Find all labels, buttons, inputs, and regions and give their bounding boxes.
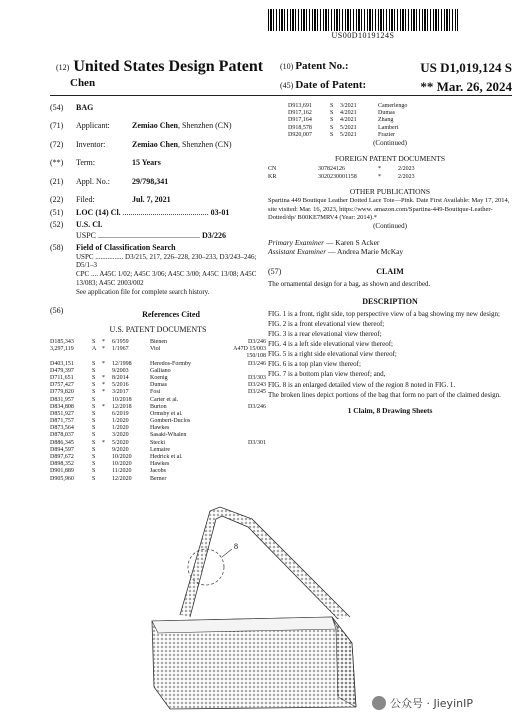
dots: ................................................... [98,231,201,241]
reference-k: S [92,410,96,417]
reference-k: S [92,468,96,475]
reference-name: Frazier [378,131,395,138]
reference-star [102,418,112,425]
applicant-name: Zemiao Chen [132,121,178,131]
reference-star: * [102,346,105,353]
reference-name: Hawkes [150,425,170,432]
reference-date: 4/2021 [340,117,357,124]
code: (**) [50,158,64,168]
uspc-value: D3/226 [202,231,227,241]
reference-cls: D3/246 [248,403,266,410]
bibliographic-column [50,103,266,483]
description-line: FIG. 5 is a right side elevational view thereof; [268,350,397,359]
reference-date: 1/2020 [112,418,129,425]
reference-cls [214,461,266,468]
reference-star [102,397,112,404]
description-line: FIG. 4 is a left side elevational view thereof; [268,340,393,349]
reference-date: 3/2020 [112,432,129,439]
reference-num: D479,397 [50,367,74,374]
reference-name: Heredos-Formby [150,360,191,367]
label: USPC [76,231,97,241]
reference-date: 9/2020 [112,446,129,453]
code: (52) [50,219,64,229]
reference-num: D894,597 [50,446,74,453]
label: Term: [76,158,95,168]
reference-row [50,425,266,432]
date-tag: (45) [280,81,294,90]
reference-star: * [102,403,105,410]
claim-heading [268,267,512,277]
reference-num: D185,343 [50,339,74,346]
reference-name [150,353,214,360]
reference-row [50,397,266,404]
bag-figure [140,497,390,715]
design-title: BAG [76,103,94,112]
reference-star: * [102,374,105,381]
reference-cls [214,432,266,439]
reference-num: D917,162 [288,110,312,117]
patent-number: US D1,019,124 S [420,60,512,75]
reference-name: Hawkes [150,461,170,468]
reference-num: D851,927 [50,410,74,417]
reference-date: 10/2020 [112,461,132,468]
reference-cls: D3/301 [248,439,266,446]
reference-name: Burton [150,403,167,410]
reference-name: Berner [150,475,167,482]
reference-k: S [330,124,334,131]
reference-star: * [102,382,105,389]
label: U.S. Cl. [76,219,103,229]
reference-k: S [92,439,96,446]
title-row [50,103,266,113]
reference-num: D886,345 [50,439,74,446]
description-title: DESCRIPTION [362,296,418,306]
foreign-country: CN [268,165,277,172]
foreign-doc-row [268,174,512,182]
reference-k: S [92,475,96,482]
reference-k: S [92,461,96,468]
reference-cls: D3/243 [248,382,266,389]
strap-texture-left [180,507,222,617]
patent-id-block [280,60,512,98]
foreign-star: * [378,173,381,180]
reference-row [50,346,266,353]
reference-row [50,382,266,389]
foreign-num: 3020230001158 [318,173,357,180]
reference-date: 3/2017 [112,389,129,396]
reference-name: Lambert [378,124,399,131]
code: (71) [50,121,64,131]
reference-date: 12/2020 [112,475,132,482]
references-list [50,339,266,483]
reference-date: 1/1967 [112,346,129,353]
reference-cls: D3/246 [248,339,266,346]
reference-num: D913,691 [288,103,312,109]
inventor-row [50,140,266,150]
code: (72) [50,139,64,149]
reference-k: S [92,374,96,381]
code: (56) [50,306,64,316]
reference-date: 5/2016 [112,382,129,389]
references-continued-list [268,103,512,139]
wechat-icon [372,696,386,710]
region-label: 8 [234,542,238,551]
reference-name: Gombert-Duclos [150,418,191,425]
reference-date: 10/2020 [112,454,132,461]
assistant-examiner [268,247,512,257]
reference-name: Viol [150,346,161,353]
reference-k: S [330,110,334,117]
reference-star [102,432,112,439]
description-line: FIG. 6 is a top plan view thereof; [268,360,361,369]
reference-row [50,411,266,418]
field-cpc: CPC .... A45C 1/02; A45C 3/06; A45C 3/00; A45C 13/08; A45C 13/083; A45C 2003/002 [76,270,257,287]
label: Inventor: [76,139,106,149]
reference-num: D831,957 [50,396,74,403]
reference-num: D905,960 [50,475,74,482]
references-title: References Cited [142,310,200,320]
inventor-lastname: Chen [70,77,96,89]
reference-row [50,389,266,396]
reference-date: 1/2020 [112,425,129,432]
reference-k: S [330,117,334,124]
us-patent-docs-title: U.S. PATENT DOCUMENTS [109,324,207,334]
heading-tag: (12) [56,62,70,72]
description-line: FIG. 2 is a front elevational view thereof; [268,320,385,328]
reference-cls [214,454,266,461]
reference-row [50,468,266,475]
reference-date: 10/2018 [112,396,132,403]
reference-star [102,425,112,432]
description-line: The broken lines depict portions of the bag that form no part of the claimed design. [268,390,501,399]
reference-k: S [92,396,96,403]
reference-cls [214,418,266,425]
loc-value: 03-01 [210,208,230,218]
primary-examiner-label: Primary Examiner [268,237,325,247]
foreign-doc-row [268,166,512,174]
reference-row [50,432,266,439]
reference-name: Jacobs [150,468,166,475]
reference-name: Koenig [150,374,168,381]
date-stars: ** [420,79,434,94]
reference-k: S [92,425,96,432]
description-heading [268,297,512,307]
reference-row [50,418,266,425]
reference-star [102,411,112,418]
appl-no-row [50,177,266,187]
reference-name: Dumas [378,110,395,117]
reference-num: D403,151 [50,360,74,367]
description-line: FIG. 3 is a rear elevational view thereof; [268,330,382,339]
reference-name: Lemaire [150,446,170,453]
reference-cls: D3/245 [248,389,266,396]
reference-k: S [92,454,96,461]
reference-star: * [102,360,105,367]
applicant-row [50,121,266,131]
reference-star [102,447,112,454]
reference-date [112,353,150,360]
reference-date: 12/1998 [112,360,132,367]
reference-name: Camerlengo [378,103,408,109]
reference-date: 12/2018 [112,403,132,410]
reference-num: D917,164 [288,117,312,124]
reference-cls [214,397,266,404]
reference-date: 3/2021 [340,103,357,109]
foreign-docs-title: FOREIGN PATENT DOCUMENTS [334,154,445,164]
reference-row [268,132,512,139]
patent-number-row [280,60,512,76]
label: Applicant: [76,121,110,131]
reference-row [50,447,266,454]
code: (21) [50,176,64,186]
reference-num [50,353,92,360]
reference-num: D711,651 [50,374,74,381]
reference-name: Stecki [150,439,165,446]
reference-cls: A47D 15/003 [233,346,266,353]
claims-sheets-summary: 1 Claim, 8 Drawing Sheets [347,405,433,415]
code: (22) [50,194,64,204]
reference-row [50,404,266,411]
reference-num: D871,757 [50,418,74,425]
filed-row [50,195,266,205]
reference-star [102,461,112,468]
reference-k: S [92,389,96,396]
code: (57) [268,267,282,277]
claim-text: The ornamental design for a bag, as shown and described. [268,280,431,289]
heading-title: United States Design Patent [73,58,264,75]
reference-row [268,103,512,110]
reference-row [50,461,266,468]
reference-num: D898,352 [50,461,74,468]
reference-star [102,454,112,461]
reference-date: 6/2019 [112,410,129,417]
reference-date: 6/1959 [112,339,129,346]
watermark [372,695,473,711]
bag-drawing [140,497,390,720]
date-label: Date of Patent: [295,79,367,91]
reference-star: * [102,339,105,346]
reference-star: * [102,439,105,446]
reference-num: D779,820 [50,389,74,396]
reference-name: Hedrick et al. [150,454,183,461]
reference-date: 5/2020 [112,439,129,446]
reference-date: 9/2003 [112,367,129,374]
reference-star [102,468,112,475]
patent-no-tag: (10) [280,62,294,71]
patent-date: Mar. 26, 2024 [436,79,512,94]
field-search-label: Field of Classification Search [76,242,176,252]
reference-row [50,353,266,360]
term-row [50,158,266,168]
reference-row [268,125,512,132]
reference-row [50,454,266,461]
loc-row [50,208,266,218]
field-note: See application file for complete search history. [76,287,210,296]
right-column [268,103,512,416]
reference-cls [214,411,266,418]
reference-star [102,368,112,375]
foreign-date: 2/2023 [398,173,415,180]
reference-row [268,117,512,124]
appl-no-value: 29/798,341 [132,176,169,186]
assistant-examiner-label: Assistant Examiner [268,247,327,257]
field-uspc: USPC ................ D3/215, 217, 226–228, 230–233, D3/243–246; D5/1–3 [76,252,257,270]
inventor-name: Zemiao Chen [132,139,178,149]
reference-cls: 150/108 [246,353,266,360]
reference-k: S [330,103,334,109]
reference-date: 4/2021 [340,110,357,117]
label: Appl. No.: [76,176,110,186]
label: LOC (14) Cl. [76,208,121,218]
reference-star: * [102,389,105,396]
reference-name: Galliano [150,367,171,374]
barcode-number: US00D1019124S [331,31,395,40]
reference-k: S [92,418,96,425]
leader-line [222,549,232,557]
reference-num: D878,037 [50,432,74,439]
reference-name: Bienen [150,339,167,346]
label: Filed: [76,194,95,204]
description-list [268,310,512,400]
reference-cls [214,447,266,454]
field-search-row [50,243,266,297]
inventor-location: , Shenzhen (CN) [178,139,232,149]
reference-k: S [92,339,96,346]
reference-row [50,375,266,382]
reference-k: S [92,382,96,389]
reference-k: S [92,367,96,374]
claim-title: CLAIM [376,267,404,277]
applicant-location: , Shenzhen (CN) [178,121,232,131]
reference-num: D834,808 [50,403,74,410]
foreign-num: 307824126 [318,165,345,172]
header-rule [50,95,512,96]
reference-row [50,339,266,346]
foreign-country: KR [268,173,277,180]
reference-k: S [92,446,96,453]
reference-name: Zhang [378,117,394,124]
code: (54) [50,103,64,112]
reference-row [50,476,266,483]
reference-k: S [330,131,334,138]
reference-k: S [92,432,96,439]
reference-cls [214,468,266,475]
patent-date-row [280,79,512,95]
reference-row [50,440,266,447]
reference-date: 5/2021 [340,131,357,138]
barcode [268,9,458,31]
references-continued: (Continued) [373,138,407,147]
description-line: FIG. 8 is an enlarged detailed view of the region 8 noted in FIG. 1. [268,380,456,389]
us-cl-row [50,220,266,230]
reference-date: 5/2021 [340,124,357,131]
reference-num: D897,672 [50,454,74,461]
reference-k: A [92,346,97,353]
reference-k [92,353,102,360]
term-value: 15 Years [132,158,161,168]
reference-num: D901,889 [50,468,74,475]
reference-cls: D3/303 [248,374,266,381]
reference-num: D918,578 [288,124,312,131]
code: (51) [50,208,64,218]
reference-num: D873,564 [50,425,74,432]
foreign-star: * [378,165,381,172]
primary-examiner [268,238,512,248]
reference-num: D757,427 [50,382,74,389]
other-publications-title: OTHER PUBLICATIONS [349,187,431,197]
reference-name: Dumas [150,382,167,389]
reference-star [102,353,112,360]
reference-k: S [92,360,96,367]
reference-num: D920,007 [288,131,312,138]
other-continued: (Continued) [373,222,407,231]
reference-date: 11/2020 [112,468,132,475]
reference-name: Ormsby et al. [150,410,183,417]
primary-examiner-name: — Karen S Acker [324,237,380,247]
reference-name: Fosi [150,389,161,396]
reference-cls [214,368,266,375]
reference-cls: D3/246 [248,360,266,367]
reference-row [50,368,266,375]
foreign-docs-list [268,166,512,182]
references-heading [50,306,266,324]
reference-date: 8/2014 [112,374,129,381]
patent-type-heading [56,58,263,76]
watermark-text: 公众号 · JieyinIP [390,697,473,710]
reference-k: S [92,403,96,410]
filed-value: Jul. 7, 2021 [132,194,171,204]
reference-cls [214,425,266,432]
reference-cls [214,476,266,483]
uspc-row [50,231,266,241]
reference-row [50,361,266,368]
patent-no-label: Patent No.: [295,60,349,72]
description-line: FIG. 7 is a bottom plan view thereof; and, [268,370,386,379]
reference-name: Sasaki-Whalen [150,432,187,439]
reference-num: 3,297,119 [50,346,74,353]
code: (58) [50,242,64,252]
reference-name: Carter et al. [150,396,179,403]
other-publication-text: Spartina 449 Boutique Leather Dotted Lace Tote—Pink. Date First Available: May 17, 2014, site visited: Mar. 16, 2023, https://www. amazon.com/Spartina-449-Boutique-Leather-Dotted/dp/ B00KE7MRV4 (Year: 2014).* [268,197,510,221]
assistant-examiner-name: — Andrea Marie McKay [326,247,404,257]
reference-row [268,110,512,117]
reference-star [102,476,112,483]
dots: ........................................... [122,208,209,218]
foreign-date: 2/2023 [398,165,415,172]
description-line: FIG. 1 is a front, right side, top perspective view of a bag showing my new design; [268,309,500,318]
